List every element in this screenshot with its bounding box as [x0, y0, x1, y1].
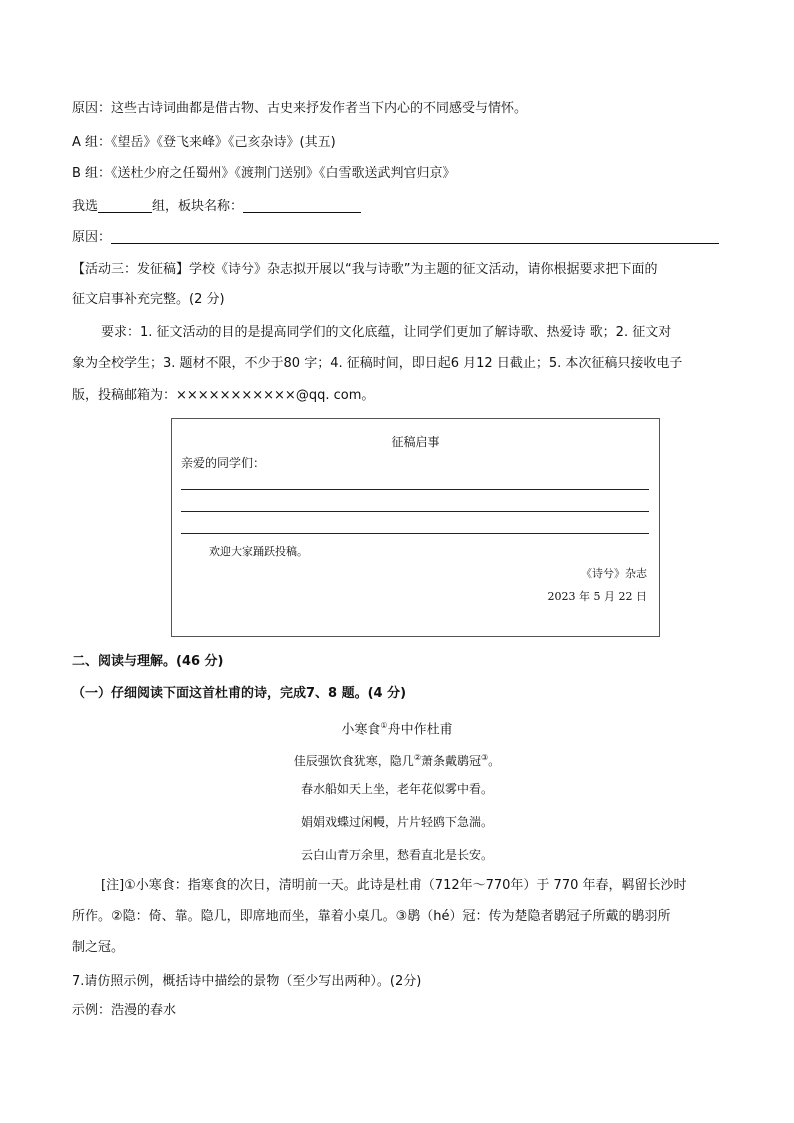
requirements-line1: 要求：1. 征文活动的目的是提高同学们的文化底蕴，让同学们更加了解诗歌、热爱诗 歌；2. 征文对 — [101, 325, 672, 340]
notice-writing-line-2[interactable] — [181, 511, 649, 512]
choice-label-2: 组，板块名称： — [152, 199, 244, 214]
choice-label-1: 我选 — [72, 199, 99, 214]
poem-line-2: 春水船如天上坐，老年花似雾中看。 — [300, 782, 493, 796]
activity3-line2: 征文启事补充完整。(2 分) — [72, 292, 225, 307]
note-line-2: 所作。②隐：倚、靠。隐几，即席地而坐，靠着小桌几。③鹖（hé）冠：传为楚隐者鹖冠子所戴的鹖羽所 — [72, 909, 671, 924]
poem-line-1c: 。 — [488, 754, 501, 768]
group-b: B 组：《送杜少府之任蜀州》《渡荆门送别》《白雪歌送武判官归京》 — [72, 166, 456, 181]
section-2-heading: 二、阅读与理解。(46 分) — [72, 654, 224, 669]
note-line-3: 制之冠。 — [72, 940, 125, 955]
note-line-1: [注]①小寒食：指寒食的次日，清明前一天。此诗是杜甫（712年～770年）于 770 年春，羁留长沙时 — [101, 878, 687, 893]
group-blank[interactable] — [98, 198, 152, 213]
requirements-line2: 象为全校学生；3. 题材不限，不少于80 字；4. 征稿时间，即日起6 月12 日截止；5. 本次征稿只接收电子 — [72, 356, 683, 371]
reason-blank-label: 原因： — [72, 230, 112, 245]
group-a: A 组：《望岳》《登飞来峰》《己亥杂诗》(其五) — [72, 135, 336, 150]
notice-welcome: 欢迎大家踊跃投稿。 — [209, 545, 308, 558]
notice-box — [171, 418, 660, 637]
reason-blank-line — [72, 228, 719, 248]
notice-date: 2023 年 5 月 22 日 — [547, 590, 647, 603]
poem-line-1 — [0, 748, 794, 771]
question-7: 7.请仿照示例，概括诗中描绘的景物（至少写出两种）。(2分) — [72, 974, 422, 989]
poem-line-1b: 萧条戴鹖冠 — [420, 754, 481, 768]
poem-title-b: 舟中作杜甫 — [387, 722, 453, 738]
choice-line — [72, 197, 361, 217]
footnote-marker-3: ③ — [481, 753, 489, 762]
notice-writing-line-1[interactable] — [181, 489, 649, 490]
poem-title-a: 小寒食 — [341, 722, 381, 738]
notice-writing-line-3[interactable] — [181, 533, 649, 534]
section-name-blank[interactable] — [243, 198, 361, 213]
notice-title: 征稿启事 — [391, 435, 440, 449]
activity3-line1: 【活动三：发征稿】学校《诗兮》杂志拟开展以“我与诗歌”为主题的征文活动，请你根据要求把下面的 — [72, 262, 658, 277]
poem-title — [0, 716, 794, 740]
requirements-line3: 版，投稿邮箱为：×××××××××××@qq. com。 — [72, 388, 375, 403]
poem-line-3: 娟娟戏蝶过闲幔，片片轻鸥下急湍。 — [300, 815, 493, 829]
part-1-heading: （一）仔细阅读下面这首杜甫的诗，完成7、8 题。(4 分) — [72, 686, 407, 701]
reason-blank[interactable] — [111, 229, 719, 244]
notice-signature: 《诗兮》杂志 — [581, 567, 647, 580]
footnote-marker-2: ② — [413, 753, 421, 762]
footnote-marker-1: ① — [380, 721, 388, 730]
reason-text: 原因：这些古诗词曲都是借古物、古史来抒发作者当下内心的不同感受与情怀。 — [72, 101, 528, 116]
notice-greeting: 亲爱的同学们： — [181, 456, 266, 470]
example-text: 示例：浩漫的春水 — [72, 1003, 177, 1018]
poem-line-1a: 佳辰强饮食犹寒，隐几 — [293, 754, 414, 768]
poem-line-4: 云白山青万余里，愁看直北是长安。 — [300, 848, 493, 862]
